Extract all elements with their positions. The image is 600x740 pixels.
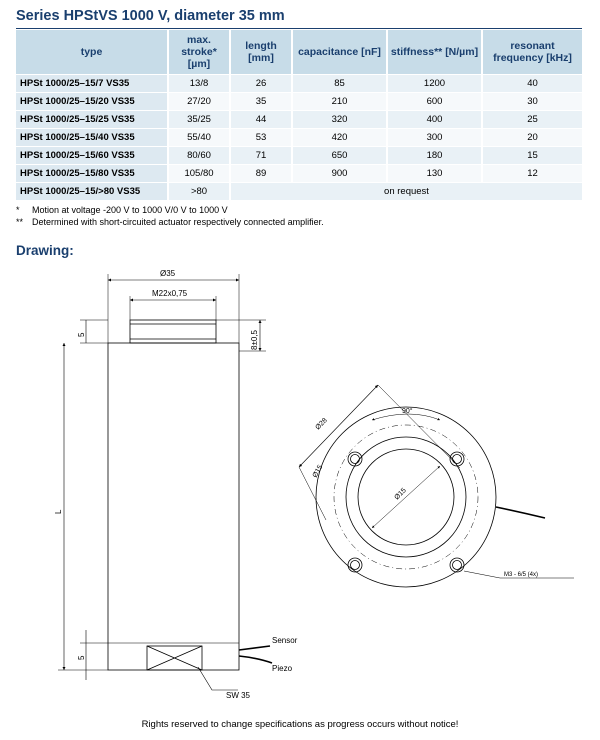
- cell-frequency: 15: [482, 147, 582, 165]
- header-stroke: max. stroke* [µm]: [168, 30, 230, 75]
- cell-length: 35: [230, 93, 292, 111]
- label-sensor: Sensor: [272, 636, 298, 645]
- cell-capacitance: 900: [292, 165, 387, 183]
- label-sw: SW 35: [226, 691, 251, 700]
- cell-stroke: 35/25: [168, 111, 230, 129]
- technical-drawing: [0, 260, 600, 710]
- header-capacitance: capacitance [nF]: [292, 30, 387, 75]
- footnote-text: Determined with short-circuited actuator respectively connected amplifier.: [32, 217, 324, 227]
- cell-type: HPSt 1000/25–15/25 VS35: [16, 111, 168, 129]
- footnote: [16, 216, 324, 228]
- cell-frequency: 30: [482, 93, 582, 111]
- table-row: [16, 93, 582, 111]
- cell-frequency: 12: [482, 165, 582, 183]
- label-dia35: Ø35: [160, 269, 176, 278]
- actuator-body: [108, 343, 239, 670]
- label-angle: 90°: [402, 408, 413, 415]
- side-view: [58, 274, 272, 690]
- cell-capacitance: 650: [292, 147, 387, 165]
- mounting-holes: [348, 452, 464, 572]
- cell-frequency: 20: [482, 129, 582, 147]
- side-view-labels: [54, 269, 298, 700]
- cell-stiffness: 300: [387, 129, 482, 147]
- cell-stroke: 80/60: [168, 147, 230, 165]
- cell-type: HPSt 1000/25–15/40 VS35: [16, 129, 168, 147]
- header-length: length [mm]: [230, 30, 292, 75]
- cell-stroke: 27/20: [168, 93, 230, 111]
- cell-stroke: 105/80: [168, 165, 230, 183]
- table-row: [16, 165, 582, 183]
- label-bottom5: 5: [77, 655, 86, 660]
- top-cable: [496, 507, 545, 518]
- drawing-title: Drawing:: [16, 243, 74, 258]
- label-dia15: Ø15: [393, 487, 408, 502]
- cell-stroke: >80: [168, 183, 230, 201]
- label-length: L: [54, 509, 63, 514]
- cell-length: 71: [230, 147, 292, 165]
- cell-stroke: 55/40: [168, 129, 230, 147]
- footnote-text: Motion at voltage -200 V to 1000 V/0 V to 1000 V: [32, 205, 228, 215]
- cell-stiffness: 130: [387, 165, 482, 183]
- footer-notice: Rights reserved to change specifications as progress occurs without notice!: [141, 719, 459, 730]
- label-tolerance: 8±0,5: [250, 330, 259, 350]
- cell-length: 44: [230, 111, 292, 129]
- table-header-row: [16, 30, 582, 75]
- label-thread: M22x0,75: [152, 289, 188, 298]
- cell-type: HPSt 1000/25–15/7 VS35: [16, 75, 168, 93]
- sensor-cable: [239, 646, 270, 650]
- cell-type: HPSt 1000/25–15/80 VS35: [16, 165, 168, 183]
- cell-type: HPSt 1000/25–15/>80 VS35: [16, 183, 168, 201]
- table-row: [16, 129, 582, 147]
- thread-insert: [130, 320, 216, 343]
- specification-table: [16, 30, 582, 200]
- cell-length: 53: [230, 129, 292, 147]
- cell-frequency: 40: [482, 75, 582, 93]
- piezo-cable: [239, 656, 272, 663]
- cell-stiffness: 180: [387, 147, 482, 165]
- cell-capacitance: 320: [292, 111, 387, 129]
- footnote-mark: *: [16, 205, 20, 215]
- cell-stiffness: 1200: [387, 75, 482, 93]
- cell-type: HPSt 1000/25–15/20 VS35: [16, 93, 168, 111]
- cell-stiffness: 600: [387, 93, 482, 111]
- page-title: Series HPStVS 1000 V, diameter 35 mm: [16, 8, 285, 24]
- cell-capacitance: 420: [292, 129, 387, 147]
- title-divider: [16, 28, 582, 29]
- table-row: [16, 147, 582, 165]
- cell-on-request: on request: [230, 183, 582, 201]
- label-piezo: Piezo: [272, 664, 293, 673]
- table-row-on-request: [16, 183, 582, 201]
- cell-length: 26: [230, 75, 292, 93]
- header-resonant-frequency: resonant frequency [kHz]: [482, 30, 582, 75]
- table-row: [16, 75, 582, 93]
- header-stiffness: stiffness** [N/µm]: [387, 30, 482, 75]
- cell-frequency: 25: [482, 111, 582, 129]
- label-holes: M3 - 6/5 (4x): [504, 572, 539, 578]
- table-row: [16, 111, 582, 129]
- cell-stroke: 13/8: [168, 75, 230, 93]
- label-top5: 5: [77, 332, 86, 337]
- cell-capacitance: 210: [292, 93, 387, 111]
- footnote-mark: **: [16, 217, 24, 227]
- cell-type: HPSt 1000/25–15/60 VS35: [16, 147, 168, 165]
- header-type: type: [16, 30, 168, 75]
- cell-stiffness: 400: [387, 111, 482, 129]
- label-pcd: Ø15: [311, 464, 325, 479]
- top-view: [299, 385, 574, 587]
- cell-capacitance: 85: [292, 75, 387, 93]
- label-dia28: Ø28: [314, 417, 329, 432]
- cell-length: 89: [230, 165, 292, 183]
- footnotes: [16, 204, 324, 228]
- footnote: [16, 204, 324, 216]
